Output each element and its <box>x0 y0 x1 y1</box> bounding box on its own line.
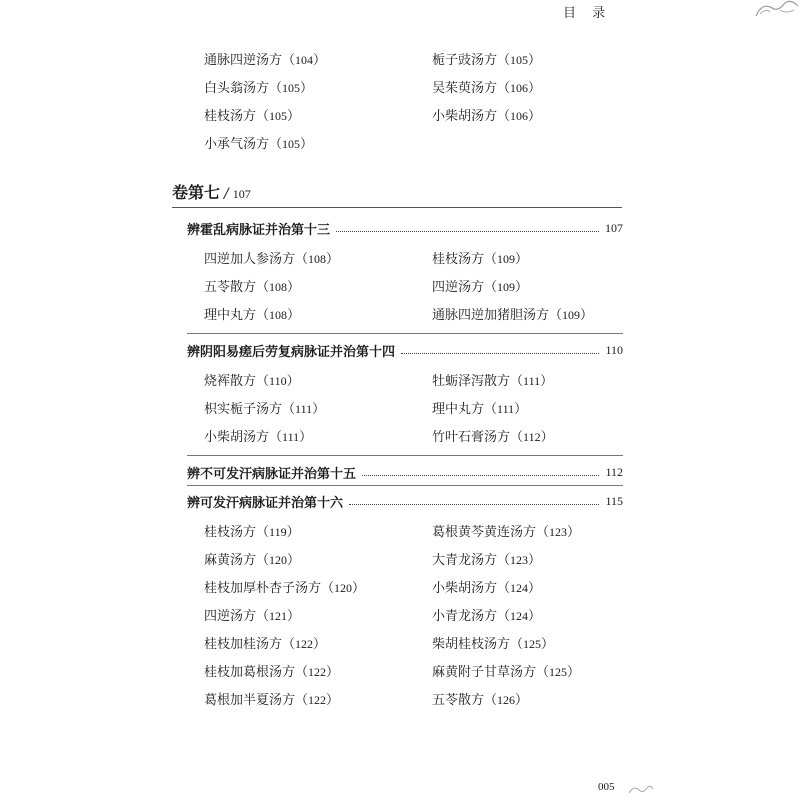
toc-entry[interactable]: 四逆加人参汤方（108） <box>204 252 340 267</box>
toc-entry[interactable]: 五苓散方（108） <box>204 280 301 295</box>
toc-entry[interactable]: 桂枝汤方（105） <box>204 109 301 124</box>
toc-entry[interactable]: 桂枝汤方（119） <box>204 525 300 540</box>
chapter-divider <box>187 485 623 486</box>
toc-entry[interactable]: 桂枝加厚朴杏子汤方（120） <box>204 581 366 596</box>
toc-entry[interactable]: 小承气汤方（105） <box>204 137 314 152</box>
toc-entry[interactable]: 五苓散方（126） <box>432 693 529 708</box>
volume-divider <box>172 207 622 208</box>
toc-entry[interactable]: 栀子豉汤方（105） <box>432 53 542 68</box>
chapter-heading[interactable]: 辨阴阳易瘥后劳复病脉证并治第十四 110 <box>187 342 623 360</box>
toc-entry[interactable]: 四逆汤方（109） <box>432 280 529 295</box>
toc-entry[interactable]: 麻黄附子甘草汤方（125） <box>432 665 581 680</box>
toc-entry[interactable]: 竹叶石膏汤方（112） <box>432 430 554 445</box>
toc-entry[interactable]: 桂枝加桂汤方（122） <box>204 637 327 652</box>
toc-entry[interactable]: 葛根黄芩黄连汤方（123） <box>432 525 581 540</box>
chapter-heading[interactable]: 辨不可发汗病脉证并治第十五 112 <box>187 464 623 482</box>
chapter-heading[interactable]: 辨霍乱病脉证并治第十三 107 <box>187 220 623 238</box>
toc-entry[interactable]: 麻黄汤方（120） <box>204 553 301 568</box>
toc-entry[interactable]: 葛根加半夏汤方（122） <box>204 693 340 708</box>
running-header-title: 目 录 <box>563 6 612 21</box>
chapter-divider <box>187 455 623 456</box>
toc-entry[interactable]: 桂枝汤方（109） <box>432 252 529 267</box>
toc-entry[interactable]: 牡蛎泽泻散方（111） <box>432 374 554 389</box>
chapter-divider <box>187 333 623 334</box>
toc-entry[interactable]: 枳实栀子汤方（111） <box>204 402 326 417</box>
toc-entry[interactable]: 理中丸方（108） <box>204 308 301 323</box>
toc-entry[interactable]: 柴胡桂枝汤方（125） <box>432 637 555 652</box>
toc-entry[interactable]: 小柴胡汤方（111） <box>204 430 313 445</box>
toc-entry[interactable]: 烧裈散方（110） <box>204 374 300 389</box>
toc-entry[interactable]: 四逆汤方（121） <box>204 609 301 624</box>
page-number: 005 <box>598 781 615 793</box>
toc-entry[interactable]: 白头翁汤方（105） <box>204 81 314 96</box>
toc-entry[interactable]: 桂枝加葛根汤方（122） <box>204 665 340 680</box>
corner-ornament-icon <box>754 0 800 18</box>
toc-entry[interactable]: 大青龙汤方（123） <box>432 553 542 568</box>
footer-ornament-icon <box>628 784 654 796</box>
chapter-heading[interactable]: 辨可发汗病脉证并治第十六 115 <box>187 493 623 511</box>
toc-entry[interactable]: 吴茱萸汤方（106） <box>432 81 542 96</box>
toc-entry[interactable]: 小柴胡汤方（124） <box>432 581 542 596</box>
toc-entry[interactable]: 理中丸方（111） <box>432 402 528 417</box>
volume-heading[interactable]: 卷第七 / 107 <box>172 183 251 202</box>
toc-entry[interactable]: 小柴胡汤方（106） <box>432 109 542 124</box>
toc-entry[interactable]: 小青龙汤方（124） <box>432 609 542 624</box>
toc-entry[interactable]: 通脉四逆汤方（104） <box>204 53 327 68</box>
toc-entry[interactable]: 通脉四逆加猪胆汤方（109） <box>432 308 594 323</box>
